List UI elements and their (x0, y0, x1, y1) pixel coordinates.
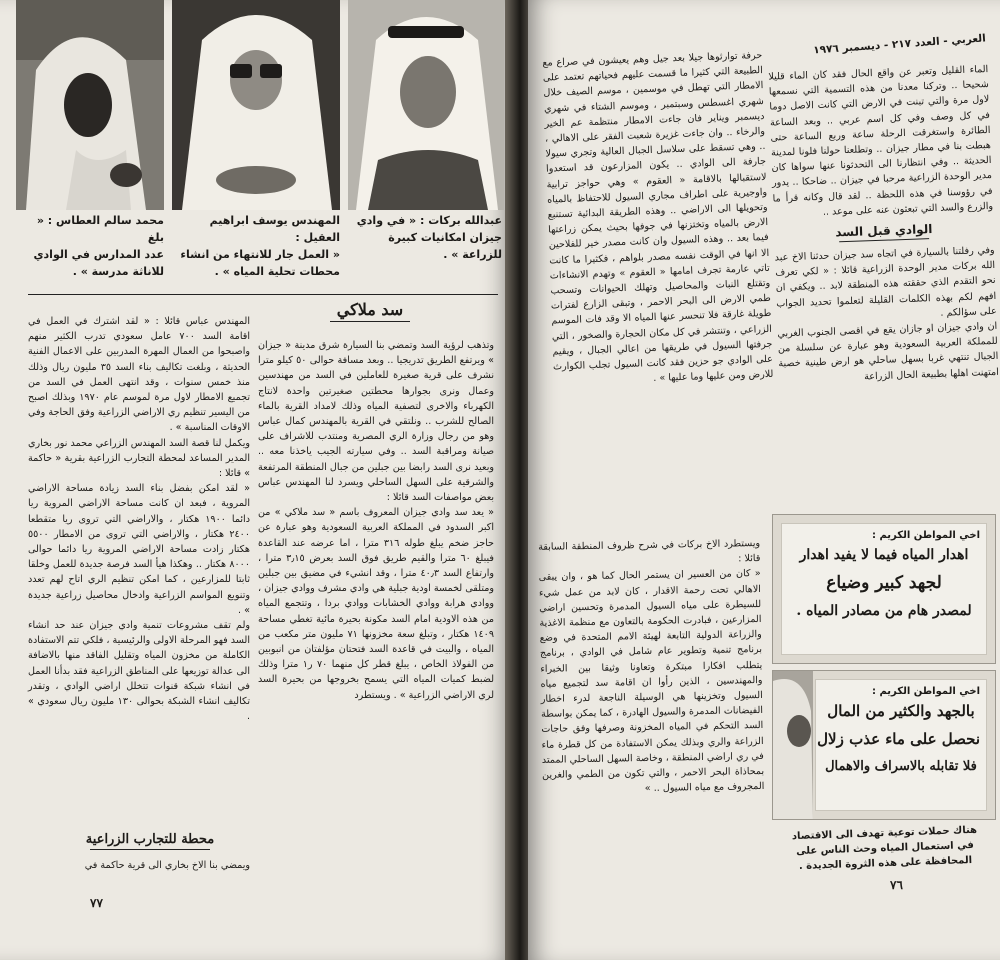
running-header: العربي - العدد ٢١٧ - ديسمبر ١٩٧٦ (812, 32, 987, 57)
article-column-left-continued: ويمضي بنا الاخ بخاري الى قرية حاكمة في (84, 860, 250, 871)
poster-greeting: اخي المواطن الكريم : (871, 686, 980, 697)
caption-barakat: عبدالله بركات : « في وادي جيزان امكانيات كبيرة للزراعة » . (356, 214, 502, 261)
poster-line: لمصدر هام من مصادر المياه . (796, 603, 972, 619)
poster-line: فلا تقابله بالاسراف والاهمال (825, 759, 977, 774)
photo-mohammed-salem-al-attas (16, 0, 164, 210)
page-number-left: ٧٧ (90, 896, 103, 910)
photo-abdullah-barakat (348, 0, 504, 210)
article-column-left: المهندس عباس قائلا : « لقد اشترك في العمل في اقامة السد ٧٠٠ عامل سعودي تدرب الكثير منهم واصبحوا من العمال المهرة المدربين على الاعمال الفنية الحديثة ، وبلغت تكاليف بناء السد ٣٥ مليون ريال وذلك منذ خمس سنوات ، وقد انتهى العمل في السد من تجميع الامطار لاول مرة لموسم عام ١٩٧٠ وبذلك اصبح من اليسير تنظيم ري الاراضي الزراعية وفق الحاجة وفي الاوقات المناسبة » . ويكمل لنا قصة السد المهندس الزراعي محمد نور بخاري المدير المساعد لمحطة التجارب الزراعية بقرية « حاكمة » قائلا : « لقد امكن بفضل بناء السد زيادة مساحة الاراضي المروية ، فبعد ان كانت مساحة الاراضي المروية ريا دائما ١٩٠٠ هكتار ، والاراضي التي تروى ريا متقطعا ٢٤٠٠ هكتار ، والاراضي التي تروى من الامطار ٥٥٠٠ هكتار زادت مساحة الاراضي المروية ريا دائما حوالى ٨٠٠٠ هكتار .. وهكذا هيأ السد فرصة جديدة للعمل وخلقا ثابتا للمزارعين ، كما امكن تنظيم الري اتاح لهم تعدد وتنويع المواسم الزراعية وادخال محاصيل زراعية جديدة » . ولم تقف مشروعات تنمية وادي جيزان عند حد انشاء السد فهو المرحلة الاولى والرئيسية ، فلكي تتم الاستفادة الكاملة من مخزون المياه وتقليل الفاقد منها بالاضافة الى عدالة توزيعها على المناطق الزراعية فقد بدأنا العمل في انشاء شبكة قنوات تتخلل اراضي الوادي ، وتقدر تكاليف انشاء الشبكة بحوالى ١٣٠ مليون ريال سعودي » . (28, 316, 250, 723)
poster-line: نحصل على ماء عذب زلال (817, 730, 980, 748)
poster-text-panel (815, 679, 987, 811)
awareness-poster-1 (772, 514, 996, 664)
right-page (528, 0, 1000, 960)
poster-caption: هناك حملات توعية تهدف الى الاقتصاد في استعمال المياه وحث الناس على المحافظة على هذه الثروة الجديدة . (791, 824, 978, 873)
section-title-malaki-dam: سد ملاكي (310, 300, 430, 322)
article-column-right (768, 62, 999, 387)
section-divider (28, 294, 498, 295)
poster-greeting: اخي المواطن الكريم : (871, 530, 980, 541)
section-title-agricultural-station: محطة للتجارب الزراعية (70, 832, 230, 850)
article-column-left: حرفة توارثوها جيلا بعد جيل وهم يعيشون في صراع مع الطبيعة التي كثيرا ما قسمت عليهم فحياتهم تعتمد على الامطار التي تهطل في موسمين ، موسم الصيف خلال شهري اغسطس وسبتمبر ، وموسم الشتاء في شهري ديسمبر ويناير فان جاءت الامطار منتظمة عم الخير والرخاء .. وان جاءت غزيرة شعبت الفقر على الاهالي ، .. وهي تسقط على سلاسل الجبال العالية وتجري سيولا جارفة الى الوادي .. يكون المزارعون قد استعدوا لاستقبالها بالاقامة « العقوم » وهي حواجز ترابية واوجيرية على اطراف مجاري السيول للاحتفاظ بالمياه وتحويلها الى الاراضي .. وهذه الطريقة البدائية تستنبع الارض بالمياه وتختزنها في جوفها بحيث يمكن زراعتها فيما بعد .. وهذه السيول وان كانت مصدر خير للفلاحين الا انها في الوقت نفسه مصدر بلواهم ، فكثيرا ما كانت تاتي عارمة تجرف امامها « العقوم » وتهدم الانشاءات وتقتلع النبات والمحاصيل وتهلك الحيوانات وتسحب طمي الارض الى البحر الاحمر ، وتبقى الزارع لفترات طويلة غارقة فلا تنحسر عنها المياه الا وقد فات الموسم الزراعي ، وتنتشر في كل مكان الحجارة والصخور ، التي جرفتها السيول في طريقها من اعالي الجبال ، ويقيم على الوادي جو حزين فقد كانت السيول تجلب الكوارث للارض ومن عليها وما عليها » . (542, 49, 774, 385)
article-column-left-continued: ويستطرد الاخ بركات في شرح ظروف المنطقة السابقة قائلا : « كان من العسير ان يستمر الحال كما هو ، وان يبقى الاهالي تحت رحمة الاقدار ، كان لابد من عمل شيء للسيطرة على مياه السيول المدمرة وتحسين اراضي المزارعين ، فبادرت الحكومة بالتعاون مع منظمة الاغذية والزراعة الدولية التابعة لهيئة الامم المتحدة في وضع برنامج تنمية وتطوير عام شامل في الوادي ، برنامج يتطلب افكارا مبتكرة وتعاونا وثيقا بين الخبراء والمهندسين ، الذين رأوا ان اقامة سد لتجميع مياه السيول وتخزينها هي الوسيلة الناجعة لدرء اخطار الفيضانات المدمرة والسيول الهادرة ، كما يمكن بواسطة السد التحكم في المياه المخزونة وصرفها وفق حاجات الزراعة والري وبذلك يمكن الاستفادة من كل قطرة ماء في ري اراضي المنطقة ، وخاصة السهل الساحلي الممتد بمحاذاة البحر الاحمر ، والتي تكون من الطمي والغرين المجروف مع مياه السيول .. » (538, 537, 765, 795)
poster-text-panel (781, 523, 987, 655)
caption-al-aqeel: المهندس يوسف ابراهيم العقيل : « العمل جار للانتهاء من انشاء محطات تحلية المياه » . (180, 214, 340, 278)
poster-line: اهدار المياه فيما لا يفيد اهدار (799, 547, 969, 563)
article-column-right: وتذهب لرؤية السد وتمضي بنا السيارة شرق مدينة « جيزان » ويرتفع الطريق تدريجيا .. وبعد مسافة حوالى ٥٠ كيلو مترا نشرف على قرية صغيرة للعاملين في السد من مهندسين وعمال ونرى بجوارها محطتين صغيرتين واحدة لانتاج الكهرباء والاخرى لتصفية المياه وذلك لامداد القرية بالماء الصالح للشرب .. ونلتقي في القرية بالمهندس كمال عباس وهو من رجال وزارة الري المصرية ومنتدب للاشراف على صيانة ومراقبة السد .. وفي سيارته الجيب ياخذنا معه .. وبعيد نرى السد رابضا بين جبلين من جبال المنطقة المرتفعة والشرقية على السهل الساحلي ويسرد لنا المهندس عباس بعض مواصفات السد قائلا : « يعد سد وادي جيزان المعروف باسم « سد ملاكي » من اكبر السدود في المملكة العربية السعودية وهو عبارة عن حاجز ضخم يبلغ طوله ٣١٦ مترا ، اما عرضه عند القاعدة فيبلغ ٦٠ مترا والقيم طريق فوق السد بعرض ٣٫١٥ مترا ، وارتفاع السد ٤٠٫٣ مترا ، وقد انشيء في مضيق بين جبلين ومتلقى لخمسة اودية جبلية هي وادي مشرف ووادي جيزان ، ووادي هرابة ووادي الخشابات ووادي بردا ، وتتجمع المياه من هذه الاودية امام السد مكونة بحيرة مائية تغطي مساحة ١٤٠٩ هكتار ، وتبلغ سعة مخزونها ٧١ مليون متر مكعب من المياه ، والبيت في قاعدة السد فتحتان مؤلفتان من انبوبين من الفولاذ الخاص ، يبلغ قطر كل منهما ٧٠ ر١ مترا وذلك لضبط كميات المياه التي يسمح بخروجها من بحيرة السد لري الاراضي الزراعية » . ويستطرد (258, 340, 494, 701)
poster-line: لجهد كبير وضياع (826, 573, 942, 593)
barakat-paragraph: وفي رفلتنا بالسيارة في اتجاه سد جيزان حدثنا الاخ عبد الله بركات مدير الوحدة الزراعية قائلا : « لكي تعرف نحو التقدم الذي حققته هذه المنطقة لابد .. ويكفي ان افهم لكم بهذه الكلمات القليلة لتعلموا تحديد الجواب على سؤالكم . ان وادي جيزان او جازان يقع في اقصى الجنوب الغربي للمملكة العربية السعودية وهو عبارة عن سلسلة من الجبال تنتهي غربا بسهل ساحلي هو ارض طينية خصبة امتهنت اهلها بطبيعة الحال الزراعة (774, 244, 1000, 383)
person-photo (773, 671, 813, 820)
poster-line: بالجهد والكثير من المال (827, 702, 975, 720)
page-number-right: ٧٦ (890, 878, 903, 892)
subsection-title-valley-before-dam: الوادي قبل السد (774, 220, 994, 245)
intro-paragraph: الماء القليل وتعبر عن واقع الحال فقد كان الماء قليلا شحيحا .. وتركنا معدنا من هذه التسمية التي نسمعها لاول مرة والتي تبنت في الارض التي كانت الاصل دوما في كل وصف وفي كل اسم عربي .. وبعد الساعة الطائرة واستغرقت الرحلة ساعة وربع الساعة حتى هبطت بنا في مطار جيزان .. وتطلعنا حولنا فلونا لمدينة الحديثة .. وفي انتظارنا الى التحدثونا عنها سواها كان مدير الوحدة الزراعية مرحبا في جيزان .. ضاحكا .. يدور في رؤوسنا في هذه اللحظة .. لقد قال وكانه قرأ ما والزرع والسد التي تبعثون عنه على موعد .. (768, 63, 994, 218)
awareness-poster-2 (772, 670, 996, 820)
caption-al-attas: محمد سالم العطاس : « بلغ عدد المدارس في الوادي للاناثة مدرسة » . (33, 214, 164, 278)
photo-youssef-al-aqeel (172, 0, 340, 210)
